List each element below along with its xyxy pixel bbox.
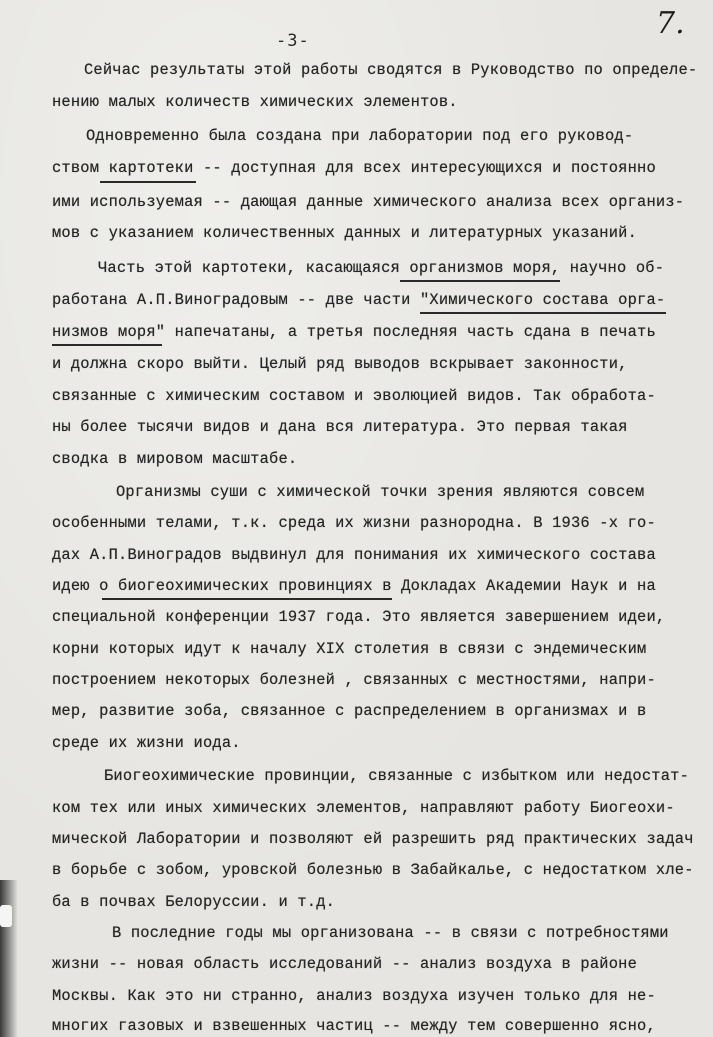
text-line: мической Лаборатории и позволяют ей разрешить ряд практических задач <box>52 830 694 848</box>
underline <box>102 598 392 600</box>
text-line: жизни -- новая область исследований -- анализ воздуха в районе <box>52 955 638 973</box>
text-line: Сейчас результаты этой работы сводятся в Руководство по определе- <box>84 61 698 79</box>
underline <box>400 280 560 282</box>
scan-edge-shadow <box>0 880 18 1037</box>
text-line: нению малых количеств химических элементов. <box>52 93 458 111</box>
text-line: ны более тысячи видов и дана вся литература. Это первая такая <box>52 418 628 436</box>
scan-edge-blot <box>0 905 12 927</box>
text-line: среде их жизни иода. <box>52 734 241 752</box>
text-line: построением некоторых болезней , связанных с местностями, напри- <box>52 671 656 689</box>
handwritten-page-number: 7. <box>656 6 685 41</box>
text-line: мов с указанием количественных данных и литературных указаний. <box>52 224 638 242</box>
text-line: и должна скоро выйти. Целый ряд выводов вскрывает законности, <box>52 355 628 373</box>
text-line: ба в почвах Белоруссии. и т.д. <box>52 893 336 911</box>
text-line: особенными телами, т.к. среда их жизни разнородна. В 1936 -х го- <box>52 514 656 532</box>
text-line: связанные с химическим составом и эволюцией видов. Так обработа- <box>52 387 656 405</box>
text-line: сводка в мировом масштабе. <box>52 450 298 468</box>
text-line: работана А.П.Виноградовым -- две части "Химического состава орга- <box>52 291 666 309</box>
text-line: Одновременно была создана при лаборатории под его руковод- <box>86 127 634 145</box>
text-line: Биогеохимические провинции, связанные с избытком или недостат- <box>104 767 690 785</box>
text-line: мер, развитие зоба, связанное с распределением в организмах и в <box>52 702 647 720</box>
text-line: корни которых идут к началу XIX столетия в связи с эндемическим <box>52 640 647 658</box>
text-line: низмов моря" напечатаны, а третья последняя часть сдана в печать <box>52 323 656 341</box>
text-line: идею о биогеохимических провинциях в Докладах Академии Наук и на <box>52 577 656 595</box>
underline <box>420 312 666 314</box>
text-line: ком тех или иных химических элементов, направляют работу Биогеохи- <box>52 799 675 817</box>
text-line: В последние годы мы организована -- в связи с потребностями <box>112 924 669 942</box>
underline <box>52 344 162 346</box>
typed-page-number: -3- <box>276 31 310 51</box>
text-line: многих газовых и взвешенных частиц -- между тем совершенно ясно, <box>52 1017 656 1035</box>
text-line: ством картотеки -- доступная для всех интересующихся и постоянно <box>52 159 656 177</box>
underline <box>100 181 196 183</box>
text-line: Часть этой картотеки, касающаяся организмов моря, научно об- <box>98 259 665 277</box>
text-line: ими используемая -- дающая данные химического анализа всех организ- <box>52 193 685 211</box>
text-line: специальной конференции 1937 года. Это является завершением идеи, <box>52 608 666 626</box>
text-line: дах А.П.Виноградов выдвинул для понимания их химического состава <box>52 546 656 564</box>
text-line: Организмы суши с химической точки зрения являются совсем <box>116 483 645 501</box>
text-line: Москвы. Как это ни странно, анализ воздуха изучен только для не- <box>52 987 656 1005</box>
text-line: в борьбе с зобом, уровской болезнью в Забайкалье, с недостатком хле- <box>52 861 694 879</box>
